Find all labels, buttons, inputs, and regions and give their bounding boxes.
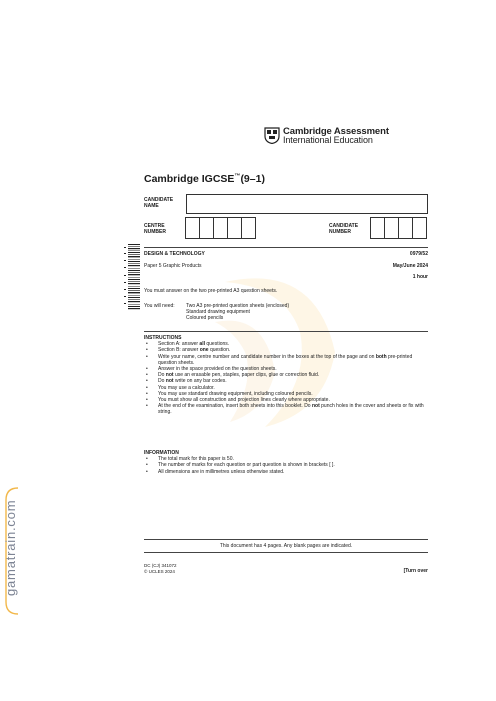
information-list — [144, 456, 428, 475]
centre-number-cell[interactable] — [227, 217, 242, 239]
instructions-list — [144, 341, 428, 415]
need-item: Coloured pencils — [186, 315, 224, 322]
instruction-item: • You may use standard drawing equipment, including coloured pencils. — [144, 391, 428, 397]
instructions-section — [144, 335, 428, 416]
instruction-item: • Section A: answer all questions. — [144, 341, 428, 347]
instruction-item: • Section B: answer one question. — [144, 347, 428, 353]
information-item: • The number of marks for each question or part question is shown in brackets [ ]. — [144, 462, 428, 468]
information-item: • All dimensions are in millimetres unless otherwise stated. — [144, 469, 428, 475]
side-barcode — [124, 244, 140, 310]
cambridge-logo — [264, 127, 389, 145]
brand-line-1: Cambridge Assessment — [283, 126, 389, 137]
exam-title — [144, 173, 265, 185]
information-item: • The total mark for this paper is 50. — [144, 456, 428, 462]
subject-title: DESIGN & TECHNOLOGY — [144, 251, 205, 257]
information-heading: INFORMATION — [144, 450, 179, 456]
instruction-item: • At the end of the examination, insert both sheets into this booklet. Do not punch holes in the cover and sheets or fix with string. — [144, 403, 428, 415]
instruction-item: • You must show all construction and projection lines clearly where appropriate. — [144, 397, 428, 403]
brand-line-2: International Education — [283, 135, 373, 145]
candidate-number-cell[interactable] — [412, 217, 427, 239]
centre-number-cell[interactable] — [185, 217, 200, 239]
turn-over-label: [Turn over — [403, 568, 428, 574]
candidate-number-cell[interactable] — [384, 217, 399, 239]
shield-crest-icon — [264, 127, 280, 144]
exam-duration: 1 hour — [412, 274, 428, 280]
instructions-rule — [144, 331, 428, 332]
footer-rule-bottom — [144, 552, 428, 553]
candidate-number-boxes[interactable] — [371, 217, 427, 239]
reference-code: DC (CJ) 341072 — [144, 563, 177, 568]
centre-number-cell[interactable] — [213, 217, 228, 239]
paper-name: Paper 5 Graphic Products — [144, 263, 202, 269]
you-will-need-list — [186, 303, 289, 322]
pages-note: This document has 4 pages. Any blank pages are indicated. — [219, 543, 353, 549]
candidate-name-label: CANDIDATE NAME — [144, 197, 174, 209]
trademark-mark: ™ — [234, 173, 241, 180]
footer-rule — [144, 539, 428, 540]
footer-codes — [144, 563, 177, 574]
centre-number-cell[interactable] — [241, 217, 256, 239]
centre-number-label: CENTRE NUMBER — [144, 223, 166, 235]
instruction-item: • You may use a calculator. — [144, 385, 428, 391]
copyright-notice: © UCLES 2024 — [144, 568, 175, 574]
instructions-heading: INSTRUCTIONS — [144, 335, 182, 341]
exam-title-suffix: (9–1) — [240, 173, 265, 185]
answer-note: You must answer on the two pre-printed A3 question sheets. — [144, 288, 278, 294]
centre-number-cell[interactable] — [199, 217, 214, 239]
exam-title-text: Cambridge IGCSE — [144, 173, 235, 185]
exam-session: May/June 2024 — [392, 263, 428, 269]
header-rule — [144, 247, 428, 248]
candidate-number-cell[interactable] — [398, 217, 413, 239]
centre-number-boxes[interactable] — [186, 217, 256, 239]
need-item: Standard drawing equipment — [186, 309, 250, 316]
candidate-number-label: CANDIDATE NUMBER — [329, 223, 359, 235]
need-item: Two A3 pre-printed question sheets (enclosed) — [186, 303, 290, 309]
watermark-text: gamatrain.com — [3, 499, 18, 596]
information-section — [144, 450, 428, 475]
candidate-number-cell[interactable] — [370, 217, 385, 239]
instruction-item: • Do not write on any bar codes. — [144, 378, 428, 384]
paper-code: 0979/52 — [409, 251, 428, 257]
instruction-item: • Answer in the space provided on the question sheets. — [144, 366, 428, 372]
you-will-need-label: You will need: — [144, 303, 175, 309]
candidate-name-box[interactable] — [186, 194, 428, 214]
instruction-item: • Do not use an erasable pen, staples, paper clips, glue or correction fluid. — [144, 372, 428, 378]
instruction-item: • Write your name, centre number and candidate number in the boxes at the top of the page and on both pre-printed question sheets. — [144, 354, 428, 366]
